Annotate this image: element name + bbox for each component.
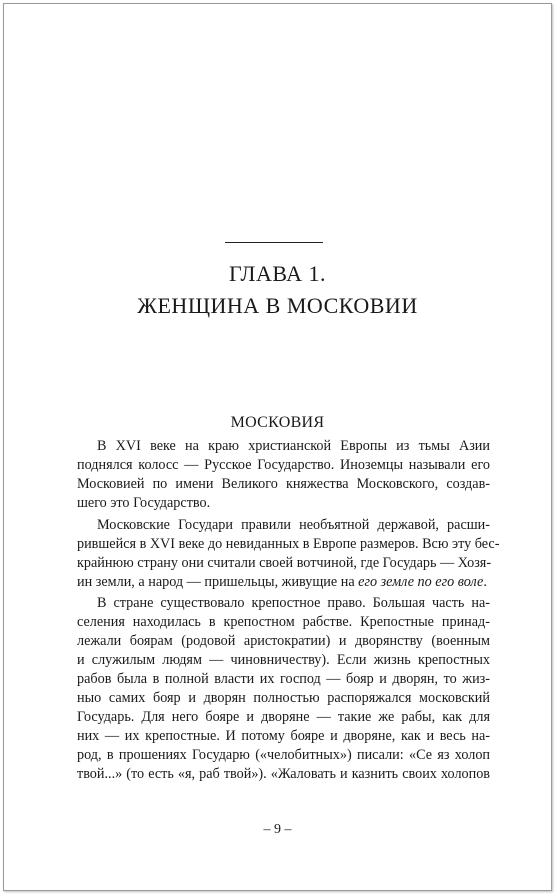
text-line: рабов была в полной власти их господ — бояр и дворян, то жиз- (77, 671, 490, 687)
chapter-title: ЖЕНЩИНА В МОСКОВИИ (137, 293, 418, 318)
text-line: поднялся колосс — Русское Государство. Иноземцы называли его (77, 457, 490, 473)
text-line: ныо самих бояр и дворян полностью распоряжался московский (77, 690, 490, 706)
text-line: род, в прошениях Государю («челобитных») писали: «Се яз холоп (77, 747, 490, 763)
text-line: рившейся в XVI веке до невиданных в Европе размеров. Всю эту бес- (77, 536, 500, 552)
text-line: них — их крепостные. И потому бояре и дворяне, как и весь на- (77, 728, 490, 744)
text-line: и служилым людям — чиновничеству). Если жизнь крепостных (77, 652, 490, 668)
text-line: селения находилась в крепостном рабстве. Крепостные принад- (77, 614, 490, 630)
text-line: В XVI веке на краю христианской Европы из тьмы Азии (97, 438, 490, 454)
book-page (3, 3, 552, 891)
text-line: шего это Государство. (77, 495, 211, 511)
text-span: ин земли, а народ — пришельцы, живущие на (77, 574, 359, 590)
text-line (77, 573, 490, 592)
text-line: крайнюю страну они считали своей вотчиной, где Государь — Хозя- (77, 555, 492, 571)
text-line: Московские Государи правили необъятной державой, расши- (97, 517, 490, 533)
text-line: Московией по имени Великого княжества Московского, создав- (77, 476, 490, 492)
text-span: . (483, 574, 487, 590)
text-line: твой...» (то есть «я, раб твой»). «Жаловать и казнить своих холопов (77, 766, 490, 782)
text-line: В стране существовало крепостное право. Большая часть на- (97, 595, 490, 611)
chapter-number: ГЛАВА 1. (228, 261, 327, 286)
section-heading: МОСКОВИЯ (230, 414, 325, 431)
page-number: – 9 – (263, 822, 292, 837)
text-line: лежали боярам (родовой аристократии) и дворянству (военным (77, 633, 490, 649)
text-line: Государь. Для него бояре и дворяне — такие же рабы, как для (77, 709, 490, 725)
chapter-rule (225, 242, 323, 243)
italic-phrase: его земле по его воле (358, 574, 484, 590)
